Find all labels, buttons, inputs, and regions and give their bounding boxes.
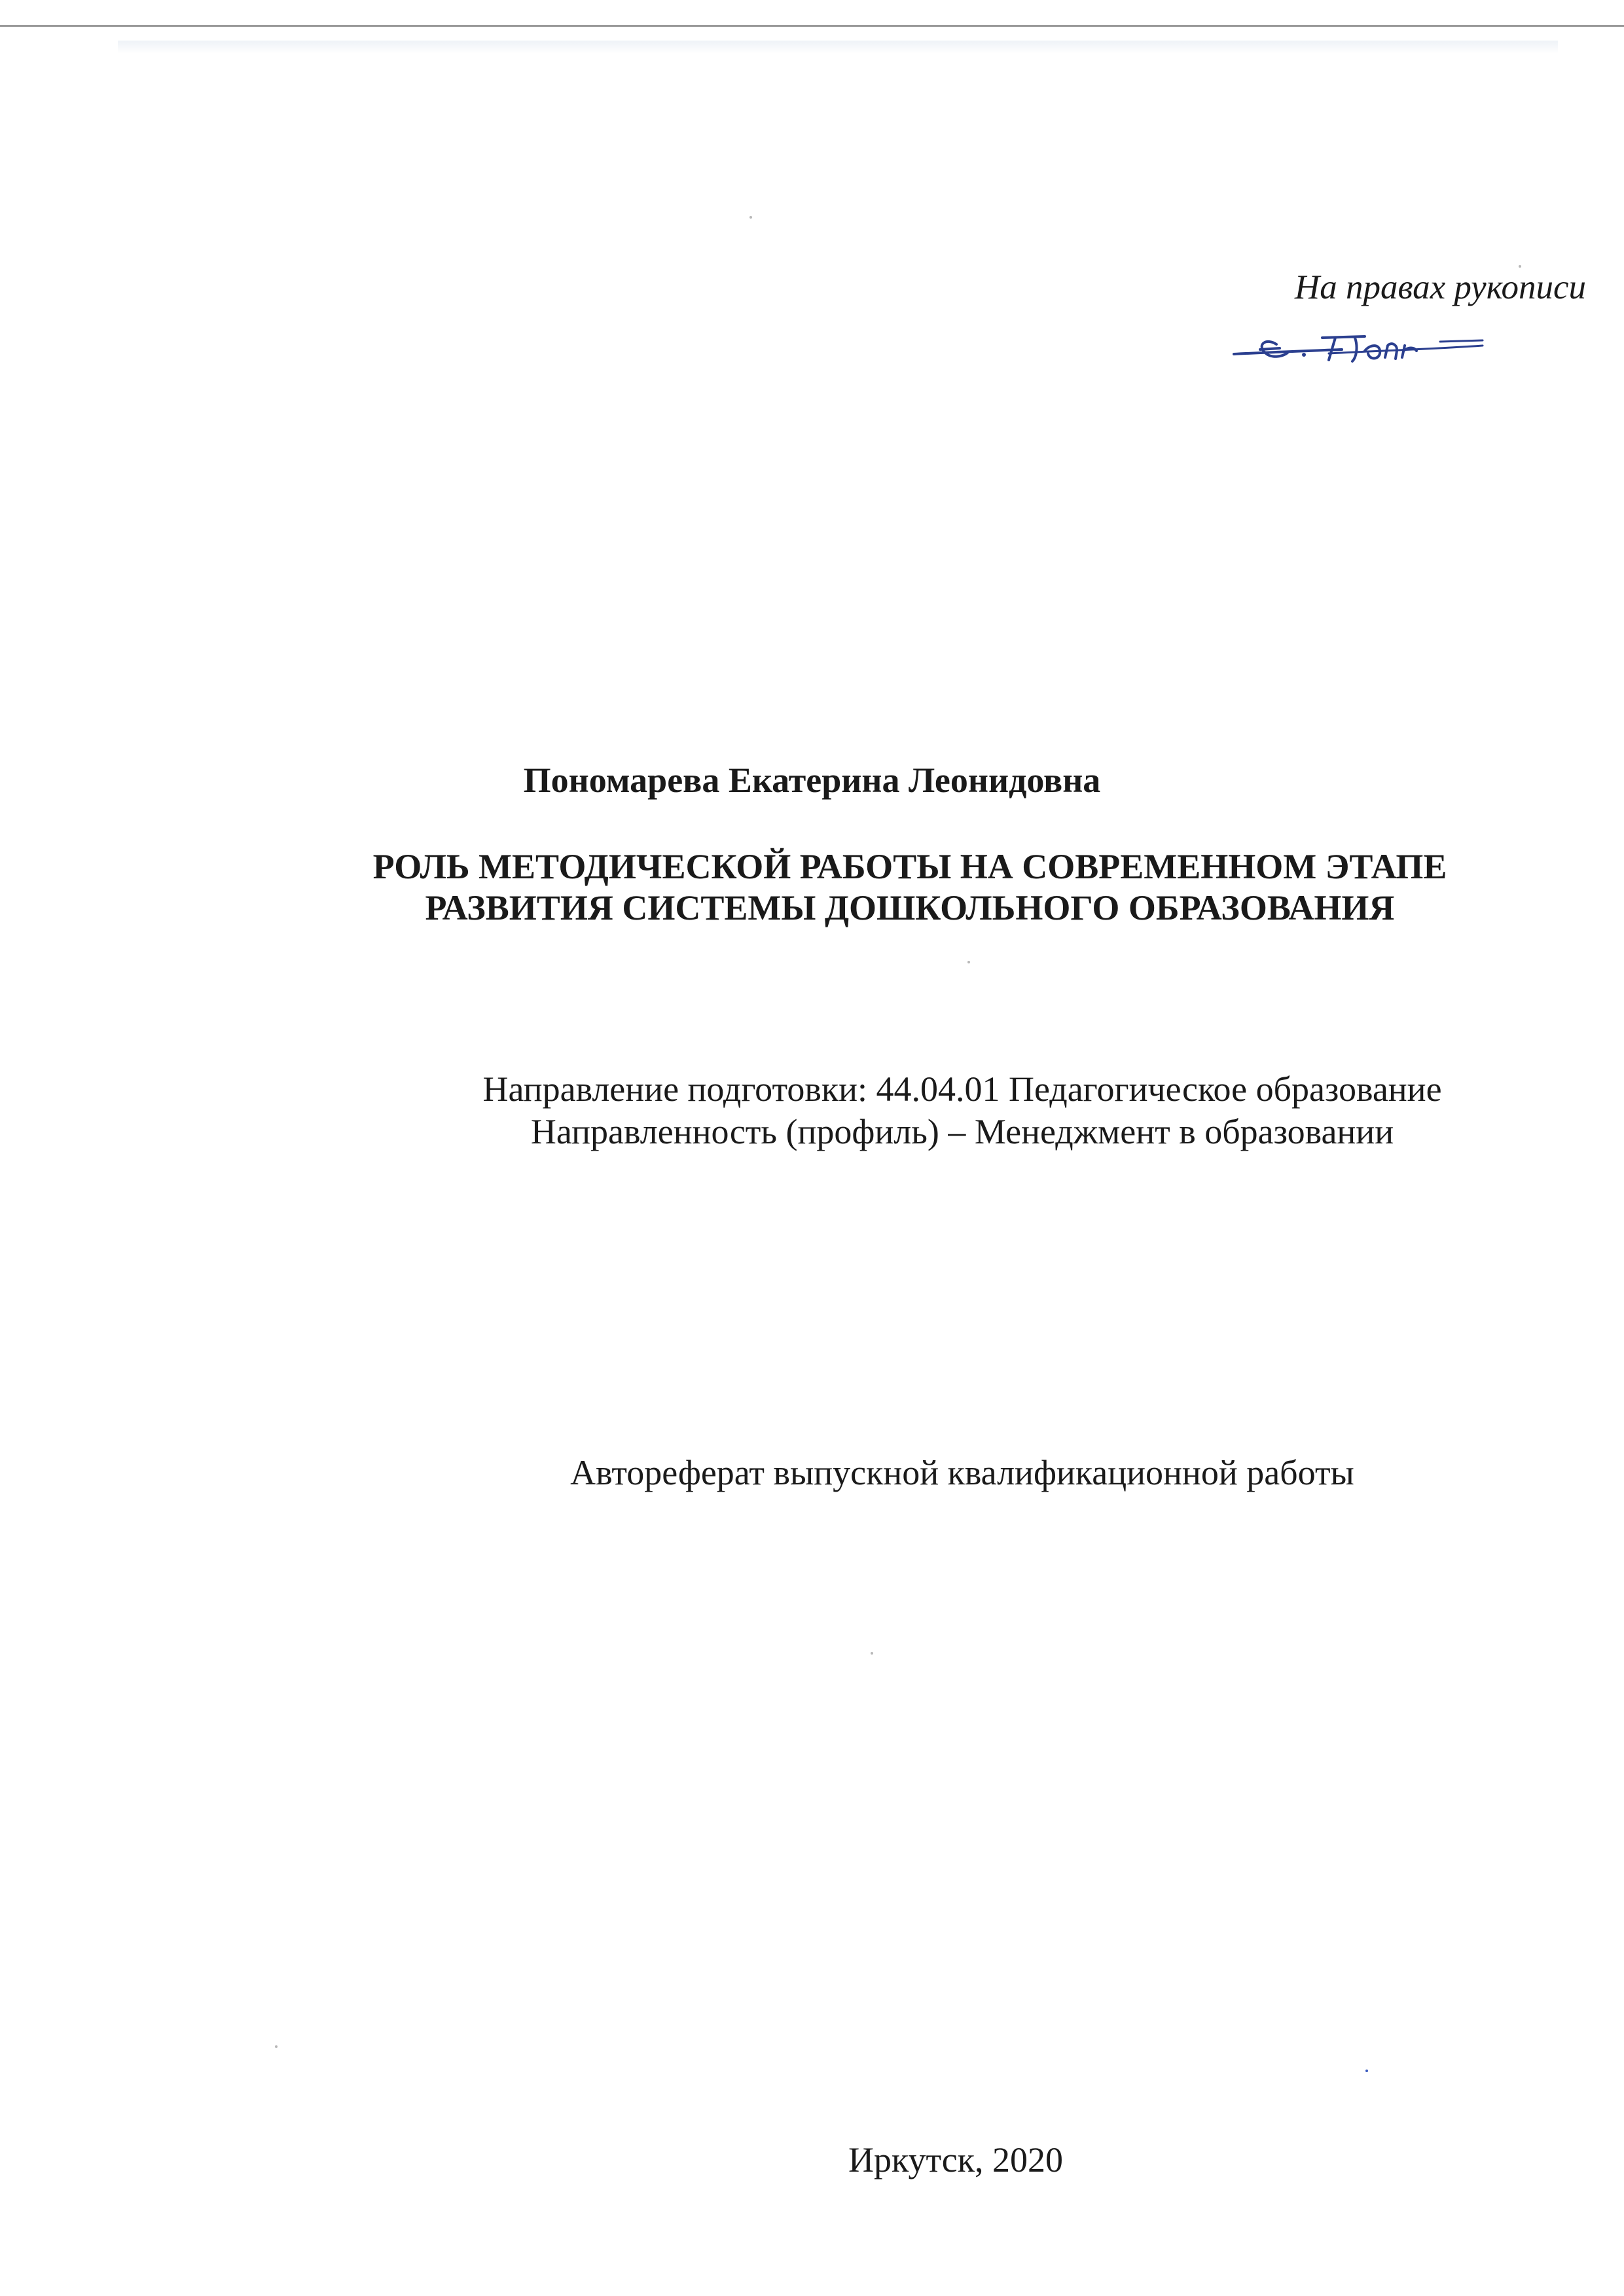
- scan-speck: [1365, 2070, 1368, 2072]
- scan-edge-line: [0, 25, 1624, 27]
- thesis-title-line-2: РАЗВИТИЯ СИСТЕМЫ ДОШКОЛЬНОГО ОБРАЗОВАНИЯ: [425, 888, 1395, 928]
- scan-speck: [1519, 265, 1521, 268]
- program-profile: Направленность (профиль) – Менеджмент в образовании: [530, 1111, 1394, 1151]
- rights-notice: На правах рукописи: [1294, 268, 1586, 306]
- scan-speck: [275, 2045, 278, 2048]
- document-type: Автореферат выпускной квалификационной работы: [570, 1453, 1354, 1492]
- scan-speck: [967, 961, 970, 963]
- thesis-title: [249, 846, 1571, 929]
- city-year: Иркутск, 2020: [848, 2140, 1063, 2179]
- program-direction: Направление подготовки: 44.04.01 Педагогическое образование: [482, 1069, 1442, 1109]
- scan-speck: [749, 216, 752, 219]
- scan-shadow: [118, 41, 1558, 54]
- author-name: Пономарева Екатерина Леонидовна: [523, 761, 1101, 800]
- program-info: [275, 1068, 1624, 1153]
- thesis-title-line-1: РОЛЬ МЕТОДИЧЕСКОЙ РАБОТЫ НА СОВРЕМЕННОМ ЭТАПЕ: [372, 847, 1447, 886]
- handwritten-signature: [1231, 318, 1486, 377]
- scan-speck: [871, 1652, 873, 1655]
